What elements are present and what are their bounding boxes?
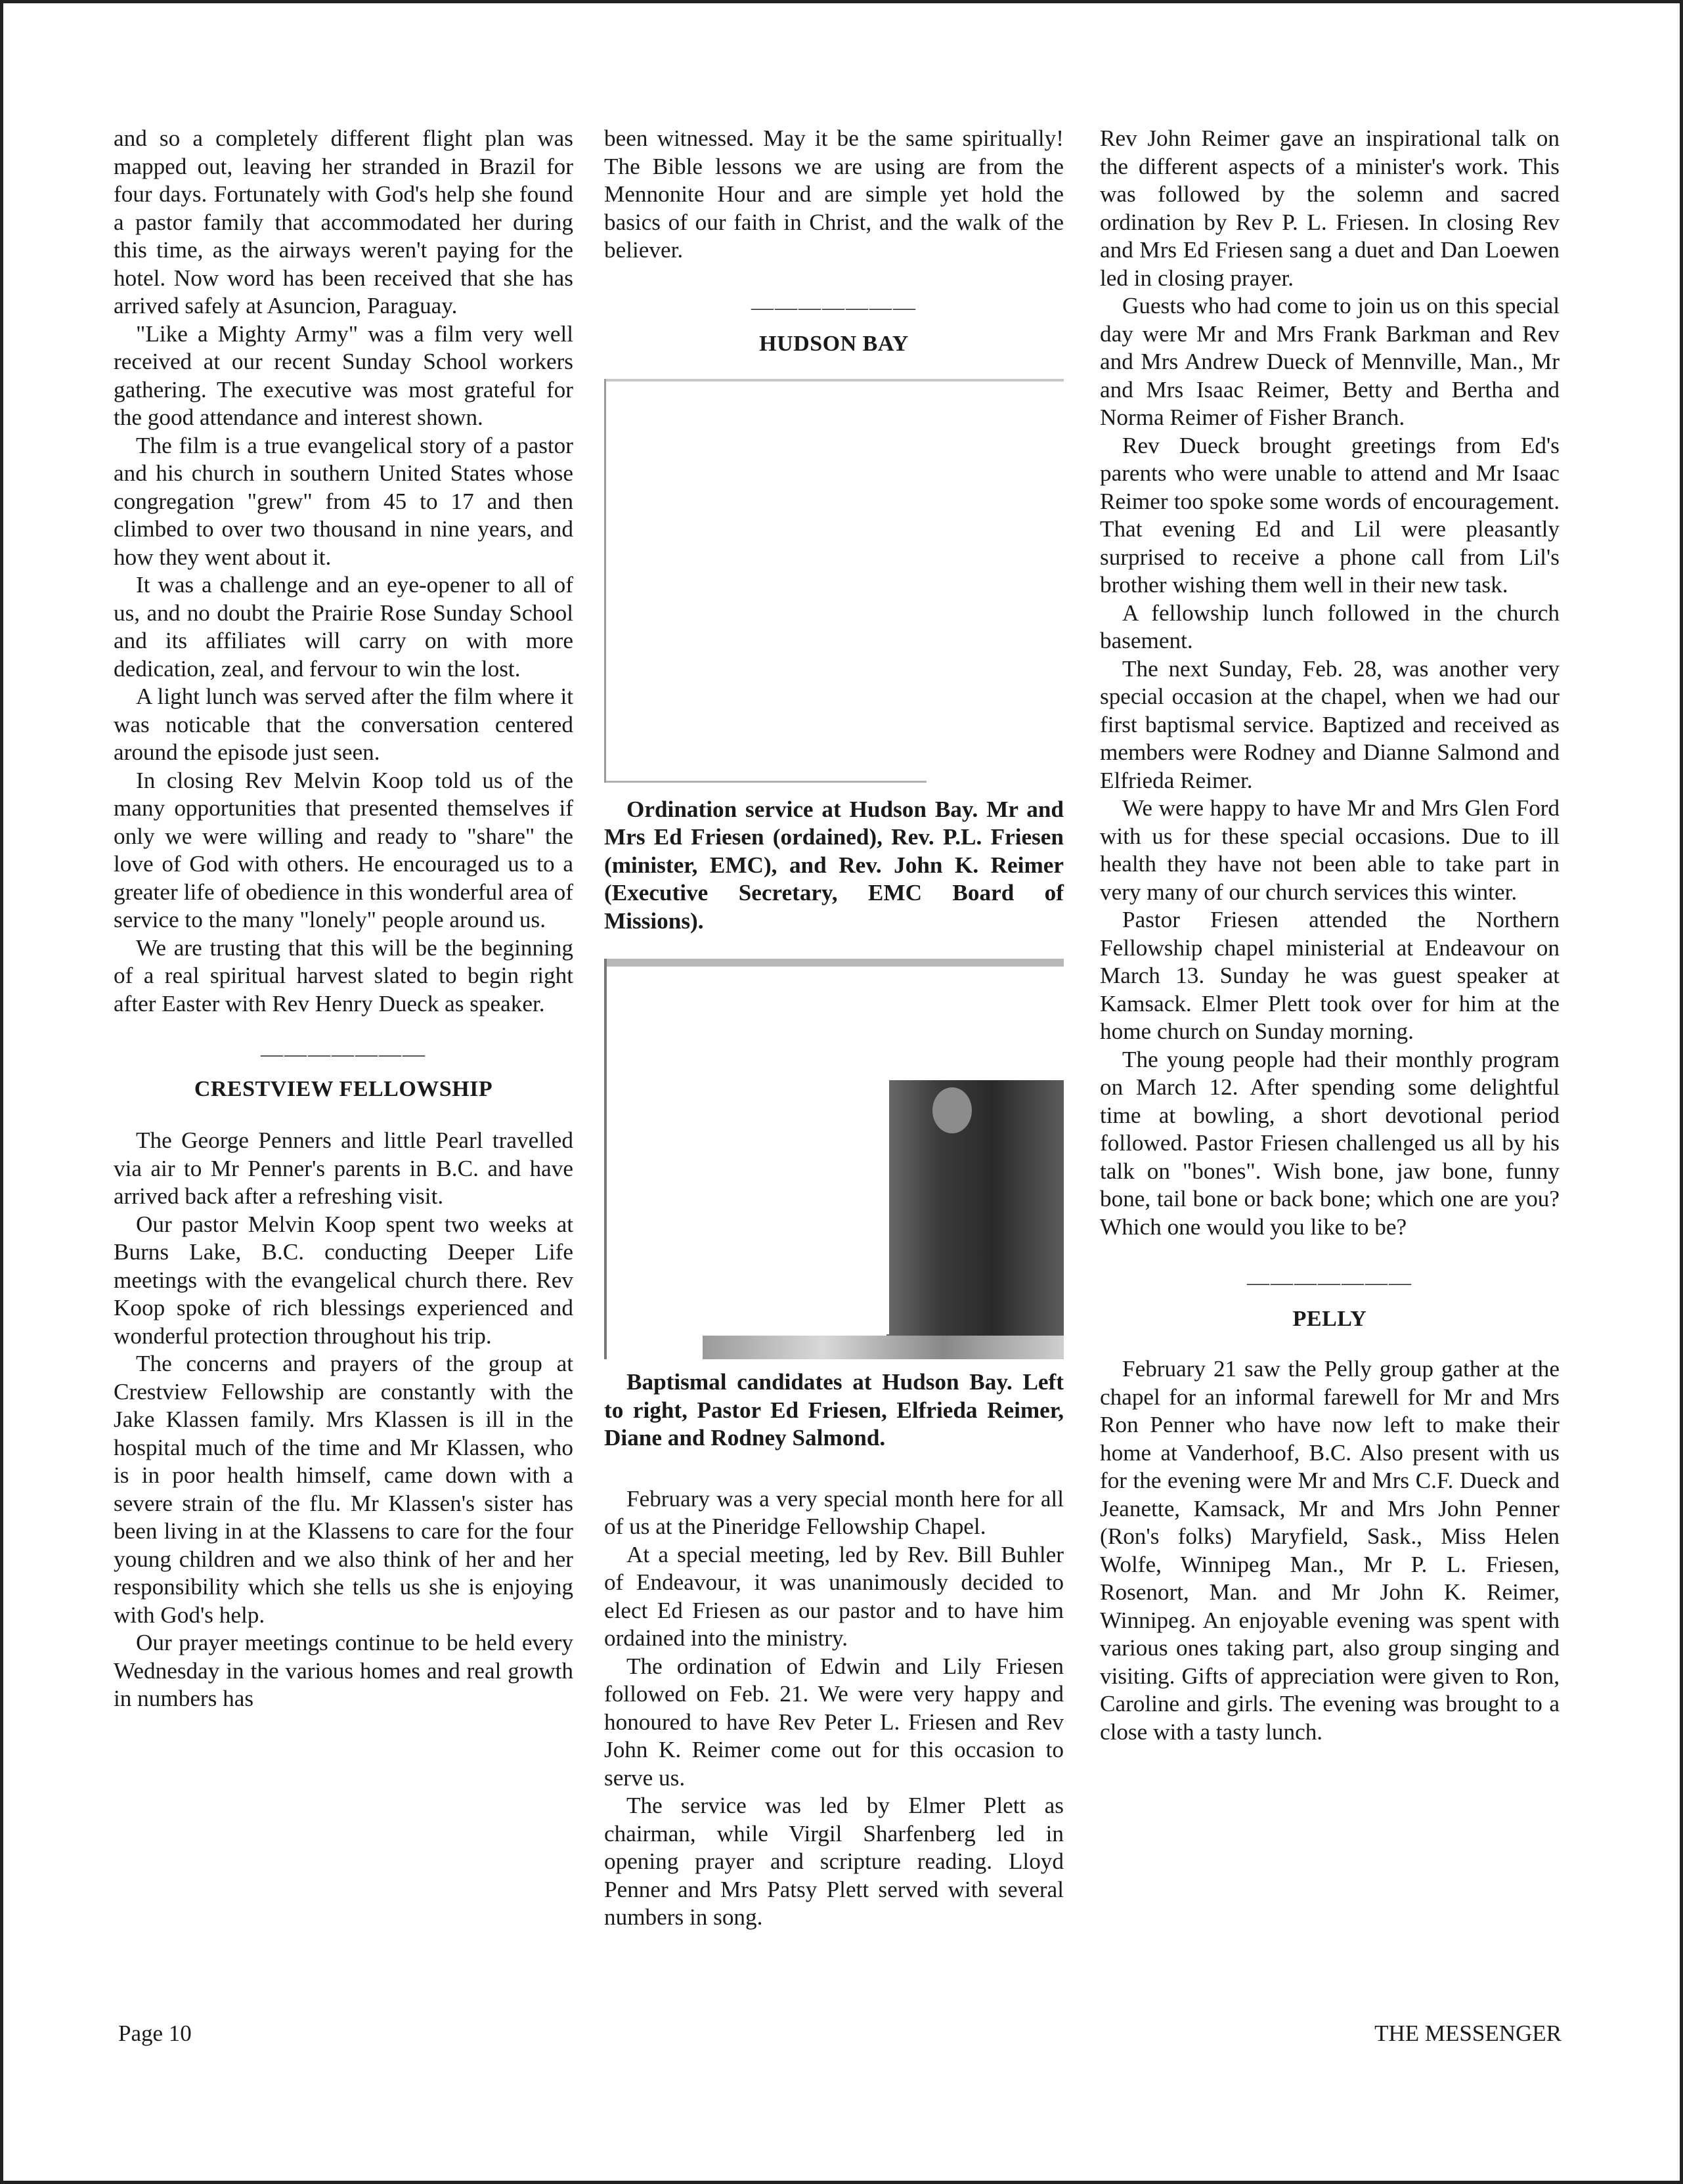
article-paragraph: A light lunch was served after the film where it was noticable that the conversation centered around the episode just seen. bbox=[114, 684, 573, 765]
article-paragraph: Rev Dueck brought greetings from Ed's parents who were unable to attend and Mr Isaac Reimer too spoke some words of encouragement. That evening Ed and Lil were pleasantly surprised to receive a phone call from Lil's brother wishing them well in their new task. bbox=[1100, 432, 1560, 598]
article-paragraph: We are trusting that this will be the beginning of a real spiritual harvest slated to begin right after Easter with Rev Henry Dueck as speaker. bbox=[114, 934, 573, 1016]
photo-blank-area bbox=[607, 967, 889, 1334]
article-paragraph: The next Sunday, Feb. 28, was another very special occasion at the chapel, when we had our first baptismal service. Baptized and received as members were Rodney and Dianne Salmond and Elfrieda Reimer. bbox=[1100, 655, 1560, 793]
article-paragraph: February 21 saw the Pelly group gather at the chapel for an informal farewell for Mr and Mrs Ron Penner who have now left to make their home at Vanderhoof, B.C. Also present with us for the evening were Mr and Mrs C.F. Dueck and Jeanette, Kamsack, Mr and Mrs John Penner (Ron's folks) Maryfield, Sask., Miss Helen Wolfe, Winnipeg Man., Mr P. L. Friesen, Rosenort, Man. and Mr John K. Reimer, Winnipeg. An enjoyable evening was spent with various ones taking part, also group singing and visiting. Gifts of appreciation were given to Ron, Caroline and girls. The evening was brought to a close with a tasty lunch. bbox=[1100, 1356, 1560, 1745]
article-paragraph: "Like a Mighty Army" was a film very well received at our recent Sunday School workers gathering. The executive was most grateful for the good attendance and interest shown. bbox=[114, 320, 573, 430]
section-separator: ——————— bbox=[261, 1042, 426, 1066]
photo-figure bbox=[886, 1080, 1064, 1359]
ordination-photo bbox=[604, 379, 1064, 783]
article-paragraph: The young people had their monthly program on March 12. After spending some delightful time at bowling, a short devotional period followed. Pastor Friesen challenged us all by his talk on "bones". Wish bone, jaw bone, funny bone, tail bone or back bone; which one are you? Which one would you like to be? bbox=[1100, 1046, 1560, 1240]
baptism-photo bbox=[604, 959, 1064, 1359]
photo-caption-ordination: Ordination service at Hudson Bay. Mr and Mrs Ed Friesen (ordained), Rev. P.L. Friesen (minister, EMC), and Rev. John K. Reimer (Executive Secretary, EMC Board of Missions). bbox=[604, 796, 1064, 934]
article-paragraph: It was a challenge and an eye-opener to all of us, and no doubt the Prairie Rose Sunday School and its affiliates will carry on with more dedication, zeal, and fervour to win the lost. bbox=[114, 572, 573, 682]
photo-caption-baptism: Baptismal candidates at Hudson Bay. Left to right, Pastor Ed Friesen, Elfrieda Reimer, Diane and Rodney Salmond. bbox=[604, 1369, 1064, 1451]
article-paragraph: A fellowship lunch followed in the church basement. bbox=[1100, 600, 1560, 653]
section-separator: ——————— bbox=[1247, 1271, 1412, 1295]
article-paragraph: At a special meeting, led by Rev. Bill Buhler of Endeavour, it was unanimously decided to elect Ed Friesen as our pastor and to have him ordained into the ministry. bbox=[604, 1541, 1064, 1651]
article-paragraph: The concerns and prayers of the group at Crestview Fellowship are constantly with the Jake Klassen family. Mrs Klassen is ill in the hospital much of the time and Mr Klassen, who is in poor health himself, came down with a severe strain of the flu. Mr Klassen's sister has been living in at the Klassens to care for the four young children and we also think of her and her responsibility which she tells us she is enjoying with God's help. bbox=[114, 1351, 573, 1628]
article-paragraph: We were happy to have Mr and Mrs Glen Ford with us for these special occasions. Due to ill health they have not been able to take part in very many of our church services this winter. bbox=[1100, 795, 1560, 905]
article-paragraph: The ordination of Edwin and Lily Friesen followed on Feb. 21. We were very happy and honoured to have Rev Peter L. Friesen and Rev John K. Reimer come out for this occasion to serve us. bbox=[604, 1653, 1064, 1791]
middle-column bbox=[604, 125, 1064, 1932]
section-heading-pelly: PELLY bbox=[1292, 1307, 1367, 1331]
photo-edge bbox=[607, 959, 1064, 967]
left-column bbox=[114, 125, 573, 1713]
article-paragraph: Pastor Friesen attended the Northern Fellowship chapel ministerial at Endeavour on March 13. Sunday he was guest speaker at Kamsack. Elmer Plett took over for him at the home church on Sunday morning. bbox=[1100, 907, 1560, 1044]
article-paragraph: The George Penners and little Pearl travelled via air to Mr Penner's parents in B.C. and have arrived back after a refreshing visit. bbox=[114, 1127, 573, 1209]
article-paragraph: In closing Rev Melvin Koop told us of the many opportunities that presented themselves if only we were willing and ready to "share" the love of God with others. He encouraged us to a greater life of obedience in this wonderful area of service to the many "lonely" people around us. bbox=[114, 767, 573, 932]
photo-edge bbox=[606, 379, 1064, 382]
photo-figure-head bbox=[932, 1087, 972, 1133]
article-paragraph: Our pastor Melvin Koop spent two weeks at Burns Lake, B.C. conducting Deeper Life meetings with the evangelical church there. Rev Koop spoke of rich blessings experienced and wonderful protection throughout his trip. bbox=[114, 1211, 573, 1349]
publication-name: THE MESSENGER bbox=[1374, 2020, 1562, 2046]
photo-edge bbox=[606, 781, 927, 783]
section-heading-hudson-bay: HUDSON BAY bbox=[759, 331, 909, 356]
section-heading-crestview: CRESTVIEW FELLOWSHIP bbox=[194, 1077, 493, 1101]
article-paragraph: Guests who had come to join us on this special day were Mr and Mrs Frank Barkman and Rev and Mrs Andrew Dueck of Mennville, Man., Mr and Mrs Isaac Reimer, Betty and Bertha and Norma Reimer of Fisher Branch. bbox=[1100, 293, 1560, 430]
right-column bbox=[1100, 125, 1560, 1746]
article-paragraph: been witnessed. May it be the same spiritually! The Bible lessons we are using are from the Mennonite Hour and are simple yet hold the basics of our faith in Christ, and the walk of the believer. bbox=[604, 125, 1064, 263]
article-paragraph: and so a completely different flight plan was mapped out, leaving her stranded in Brazil for four days. Fortunately with God's help she found a pastor family that accommodated her during this time, as the airways weren't paying for the hotel. Now word has been received that she has arrived safely at Asuncion, Paraguay. bbox=[114, 125, 573, 318]
page-number: Page 10 bbox=[118, 2020, 192, 2046]
article-paragraph: Our prayer meetings continue to be held every Wednesday in the various homes and real growth in numbers has bbox=[114, 1630, 573, 1711]
photo-table bbox=[703, 1336, 1064, 1359]
article-paragraph: February was a very special month here for all of us at the Pineridge Fellowship Chapel. bbox=[604, 1485, 1064, 1539]
article-paragraph: The service was led by Elmer Plett as chairman, while Virgil Sharfenberg led in opening prayer and scripture reading. Lloyd Penner and Mrs Patsy Plett served with several numbers in song. bbox=[604, 1793, 1064, 1930]
article-paragraph: Rev John Reimer gave an inspirational talk on the different aspects of a minister's work. This was followed by the solemn and sacred ordination by Rev P. L. Friesen. In closing Rev and Mrs Ed Friesen sang a duet and Dan Loewen led in closing prayer. bbox=[1100, 125, 1560, 291]
section-separator: ——————— bbox=[751, 295, 917, 320]
article-paragraph: The film is a true evangelical story of a pastor and his church in southern United States whose congregation "grew" from 45 to 17 and then climbed to over two thousand in nine years, and how they went about it. bbox=[114, 432, 573, 570]
